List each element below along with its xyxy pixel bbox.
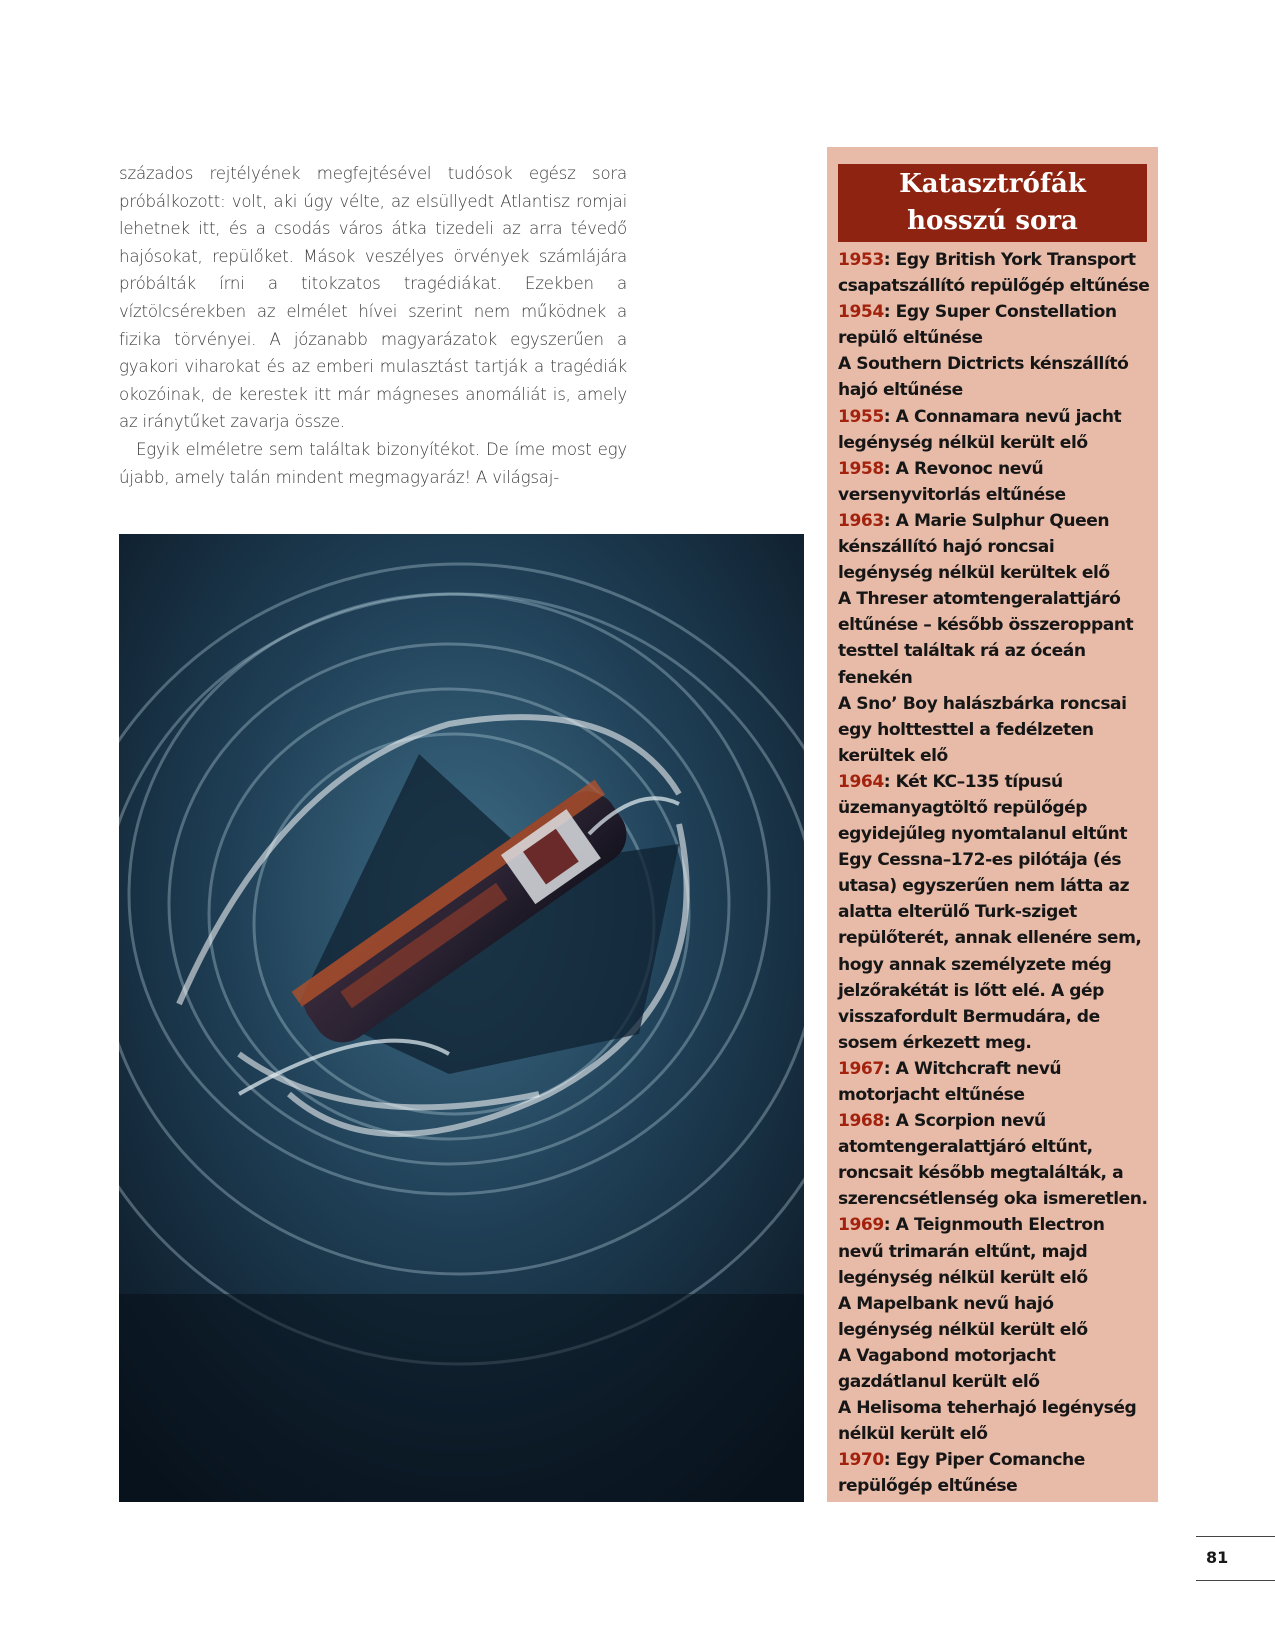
sidebar-title-line-1: Katasztrófák (899, 169, 1086, 199)
entry-year: 1967 (838, 1058, 884, 1079)
disaster-entry (838, 1291, 1150, 1343)
entry-year: 1963 (838, 510, 884, 531)
entry-text: A Vagabond motorjacht gazdátlanul került elő (838, 1345, 1056, 1393)
entry-text: : A Marie Sulphur Queen kénszállító hajó roncsai legénység nélkül kerültek elő (838, 510, 1110, 584)
disaster-entry (838, 1056, 1150, 1108)
disaster-entry (838, 1343, 1150, 1395)
entry-text: : A Scorpion nevű atomtengeralattjáró eltűnt, roncsait később megtalálták, a szerencsétlenség oka ismeretlen. (838, 1111, 1148, 1210)
entry-text: : Két KC–135 típusú üzemanyagtöltő repülőgép egyidejűleg nyomtalanul eltűnt (838, 771, 1128, 845)
disaster-entry (838, 508, 1150, 586)
disaster-entry (838, 691, 1150, 769)
entry-text: : A Connamara nevű jacht legénység nélkül került elő (838, 406, 1122, 453)
disaster-list (838, 247, 1150, 1500)
body-paragraph-2: Egyik elméletre sem találtak bizonyítékot. De íme most egy újabb, amely talán mindent megmagyaráz! A világsaj- (119, 439, 627, 487)
disasters-sidebar (827, 147, 1158, 1502)
disaster-entry (838, 456, 1150, 508)
page-number-rule-bottom (1196, 1580, 1275, 1581)
entry-text: A Southern Dictricts kénszállító hajó eltűnése (838, 354, 1129, 401)
disaster-entry (838, 299, 1150, 351)
entry-year: 1954 (838, 302, 884, 323)
entry-text: : Egy Piper Comanche repülőgép eltűnése (838, 1450, 1085, 1497)
disaster-entry (838, 1447, 1150, 1499)
entry-year: 1958 (838, 458, 884, 479)
entry-year: 1955 (838, 406, 884, 427)
article-body-text (119, 160, 627, 491)
disaster-entry (838, 404, 1150, 456)
entry-text: A Threser atomtengeralattjáró eltűnése – később összeroppant testtel találtak rá az óceán fenekén (838, 589, 1134, 688)
disaster-entry (838, 847, 1150, 1056)
disaster-entry (838, 586, 1150, 690)
sidebar-title (838, 164, 1147, 242)
entry-text: : Egy Super Constellation repülő eltűnése (838, 302, 1117, 349)
entry-year: 1953 (838, 250, 884, 270)
sidebar-title-line-2: hosszú sora (907, 206, 1078, 236)
page-number-rule-top (1196, 1536, 1275, 1537)
entry-text: A Helisoma teherhajó legénység nélkül került elő (838, 1398, 1137, 1445)
entry-text: : Egy British York Transport csapatszállító repülőgép eltűnése (838, 250, 1150, 297)
disaster-entry (838, 247, 1150, 299)
entry-text: : A Revonoc nevű versenyvitorlás eltűnése (838, 458, 1066, 505)
entry-year: 1968 (838, 1111, 884, 1132)
entry-year: 1969 (838, 1215, 884, 1236)
entry-text: A Sno’ Boy halászbárka roncsai egy holttesttel a fedélzeten kerültek elő (838, 693, 1127, 766)
entry-text: A Mapelbank nevű hajó legénység nélkül került elő (838, 1293, 1088, 1340)
entry-text: Egy Cessna–172-es pilótája (és utasa) egyszerűen nem látta az alatta elterülő Turk-sziget repülőterét, annak ellenére sem, hogy annak személyzete még jelzőrakétát is lőtt elé. A gép visszafordult Bermudára, de sosem érkezett meg. (838, 850, 1142, 1053)
entry-text: : A Teignmouth Electron nevű trimarán eltűnt, majd legénység nélkül került elő (838, 1215, 1105, 1288)
ship-in-whirlpool-photo (119, 534, 804, 1502)
disaster-entry (838, 351, 1150, 403)
entry-year: 1970 (838, 1450, 884, 1471)
entry-year: 1964 (838, 771, 884, 792)
body-paragraph-1: százados rejtélyének megfejtésével tudósok egész sora próbálkozott: volt, aki úgy vélte, az elsüllyedt Atlantisz romjai lehetnek itt, és a csodás város átka tizedeli az arra tévedő hajósokat, repülőket. Mások veszélyes örvények számlájára próbálták írni a titokzatos tragédiákat. Ezekben a víztölcsérekben az elmélet hívei szerint nem működnek a fizika törvényei. A józanabb magyarázatok egyszerűen a gyakori viharokat és az emberi mulasztást tartják a tragédiák okozóinak, de kerestek itt már mágneses anomáliát is, amely az iránytűket zavarja össze. (119, 164, 627, 432)
disaster-entry (838, 1212, 1150, 1290)
disaster-entry (838, 769, 1150, 847)
entry-text: : A Witchcraft nevű motorjacht eltűnése (838, 1058, 1062, 1105)
page-number: 81 (1206, 1548, 1229, 1567)
disaster-entry (838, 1108, 1150, 1212)
disaster-entry (838, 1395, 1150, 1447)
